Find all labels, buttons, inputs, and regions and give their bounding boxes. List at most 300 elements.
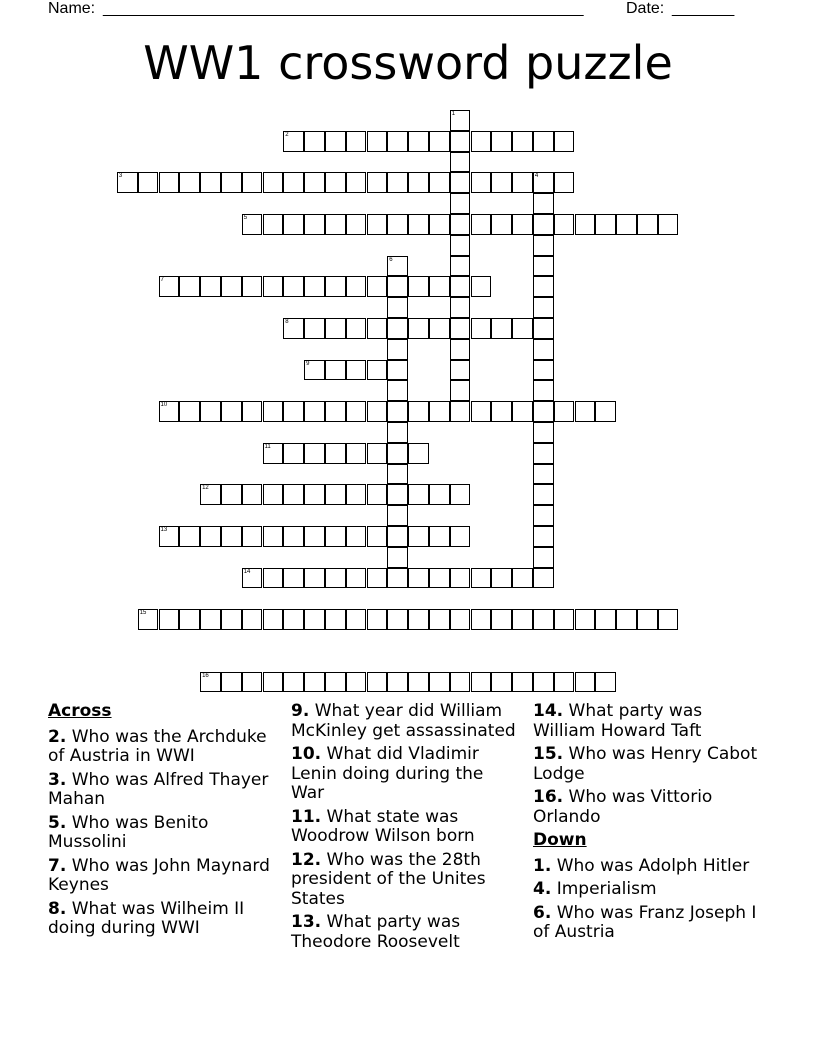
grid-cell[interactable] (471, 672, 492, 693)
grid-cell[interactable] (533, 318, 554, 339)
grid-cell[interactable] (595, 672, 616, 693)
grid-cell[interactable] (367, 568, 388, 589)
grid-cell[interactable] (200, 401, 221, 422)
grid-cell[interactable] (533, 256, 554, 277)
grid-cell[interactable] (450, 526, 471, 547)
grid-cell[interactable] (387, 422, 408, 443)
grid-cell[interactable] (221, 484, 242, 505)
across-heading: Across (48, 701, 112, 721)
grid-cell[interactable] (242, 214, 263, 235)
grid-cell[interactable] (450, 672, 471, 693)
grid-cell[interactable] (408, 131, 429, 152)
grid-cell[interactable] (408, 443, 429, 464)
grid-cell[interactable] (616, 214, 637, 235)
grid-cell[interactable] (408, 609, 429, 630)
clue-text: Who was Henry Cabot Lodge (533, 744, 758, 784)
grid-cell[interactable] (471, 276, 492, 297)
grid-cell[interactable] (408, 484, 429, 505)
grid-cell[interactable] (346, 214, 367, 235)
grid-cell[interactable] (367, 609, 388, 630)
grid-cell[interactable] (533, 672, 554, 693)
grid-cell[interactable] (304, 484, 325, 505)
grid-cell[interactable] (263, 672, 284, 693)
grid-cell[interactable] (283, 276, 304, 297)
clue-down-6 (533, 904, 768, 943)
grid-cell[interactable] (138, 172, 159, 193)
grid-cell[interactable] (429, 401, 450, 422)
grid-cell[interactable] (450, 172, 471, 193)
grid-cell[interactable] (346, 484, 367, 505)
grid-cell[interactable] (408, 276, 429, 297)
grid-cell[interactable] (263, 172, 284, 193)
grid-cell[interactable] (387, 443, 408, 464)
grid-cell[interactable] (304, 526, 325, 547)
grid-cell[interactable] (450, 297, 471, 318)
name-label: Name: (48, 0, 96, 17)
grid-cell[interactable] (346, 131, 367, 152)
grid-cell[interactable] (387, 318, 408, 339)
grid-cell[interactable] (491, 318, 512, 339)
grid-cell[interactable] (387, 547, 408, 568)
grid-cell[interactable] (450, 568, 471, 589)
grid-cell[interactable] (304, 401, 325, 422)
cell-number: 5 (243, 215, 248, 221)
grid-cell[interactable] (450, 276, 471, 297)
grid-cell[interactable] (325, 443, 346, 464)
grid-cell[interactable] (283, 443, 304, 464)
grid-cell[interactable] (533, 360, 554, 381)
grid-cell[interactable] (325, 276, 346, 297)
cell-number: 14 (243, 568, 251, 575)
grid-cell[interactable] (367, 318, 388, 339)
grid-cell[interactable] (533, 214, 554, 235)
grid-cell[interactable] (346, 318, 367, 339)
grid-cell[interactable] (325, 526, 346, 547)
grid-cell[interactable] (408, 401, 429, 422)
grid-cell[interactable] (387, 568, 408, 589)
grid-cell[interactable] (159, 276, 180, 297)
grid-cell[interactable] (283, 318, 304, 339)
grid-cell[interactable] (367, 672, 388, 693)
grid-cell[interactable] (325, 672, 346, 693)
grid-cell[interactable] (367, 443, 388, 464)
grid-cell[interactable] (346, 360, 367, 381)
grid-cell[interactable] (387, 339, 408, 360)
grid-cell[interactable] (408, 672, 429, 693)
clue-across-7 (48, 857, 276, 896)
grid-cell[interactable] (242, 276, 263, 297)
clue-text: Who was Benito Mussolini (48, 812, 209, 852)
cell-number: 6 (389, 256, 393, 263)
grid-cell[interactable] (658, 214, 679, 235)
grid-cell[interactable] (450, 380, 471, 401)
grid-cell[interactable] (450, 318, 471, 339)
name-field[interactable]: ______________________________________________________ (103, 0, 584, 17)
grid-cell[interactable] (304, 609, 325, 630)
grid-cell[interactable] (325, 609, 346, 630)
grid-cell[interactable] (367, 214, 388, 235)
grid-cell[interactable] (263, 568, 284, 589)
grid-cell[interactable] (429, 131, 450, 152)
grid-cell[interactable] (346, 568, 367, 589)
down-heading: Down (533, 830, 587, 850)
grid-cell[interactable] (200, 609, 221, 630)
grid-cell[interactable] (491, 568, 512, 589)
grid-cell[interactable] (533, 131, 554, 152)
grid-cell[interactable] (263, 526, 284, 547)
clue-text: What party was Theodore Roosevelt (291, 912, 461, 952)
clue-number: 7. (48, 855, 67, 876)
grid-cell[interactable] (408, 526, 429, 547)
grid-cell[interactable] (533, 568, 554, 589)
grid-cell[interactable] (200, 484, 221, 505)
grid-cell[interactable] (304, 672, 325, 693)
cell-number: 13 (160, 527, 168, 533)
grid-cell[interactable] (346, 172, 367, 193)
clue-number: 13. (291, 912, 322, 932)
grid-cell[interactable] (429, 672, 450, 693)
grid-cell[interactable] (346, 401, 367, 422)
grid-cell[interactable] (387, 172, 408, 193)
grid-cell[interactable] (491, 172, 512, 193)
clue-number: 2. (48, 726, 67, 747)
clue-across-13 (291, 913, 519, 952)
grid-cell[interactable] (595, 401, 616, 422)
grid-cell[interactable] (554, 172, 575, 193)
grid-cell[interactable] (325, 172, 346, 193)
grid-cell[interactable] (263, 276, 284, 297)
clue-text: Who was the 28th president of the Unites States (291, 849, 486, 909)
grid-cell[interactable] (387, 380, 408, 401)
grid-cell[interactable] (429, 214, 450, 235)
cell-number: 11 (264, 443, 271, 450)
grid-cell[interactable] (242, 609, 263, 630)
grid-cell[interactable] (242, 484, 263, 505)
clue-text: Who was Alfred Thayer Mahan (48, 769, 269, 809)
grid-cell[interactable] (533, 443, 554, 464)
grid-cell[interactable] (575, 214, 596, 235)
cell-number: 10 (160, 402, 168, 409)
grid-cell[interactable] (450, 256, 471, 277)
clue-number: 16. (533, 787, 564, 807)
grid-cell[interactable] (283, 401, 304, 422)
cell-number: 8 (285, 319, 289, 325)
grid-cell[interactable] (325, 484, 346, 505)
grid-cell[interactable] (554, 214, 575, 235)
grid-cell[interactable] (637, 609, 658, 630)
grid-cell[interactable] (242, 401, 263, 422)
grid-cell[interactable] (325, 360, 346, 381)
grid-cell[interactable] (450, 235, 471, 256)
grid-cell[interactable] (346, 609, 367, 630)
grid-cell[interactable] (159, 609, 180, 630)
grid-cell[interactable] (471, 131, 492, 152)
grid-cell[interactable] (179, 401, 200, 422)
grid-cell[interactable] (283, 609, 304, 630)
grid-cell[interactable] (554, 131, 575, 152)
grid-cell[interactable] (346, 526, 367, 547)
grid-cell[interactable] (533, 297, 554, 318)
grid-cell[interactable] (387, 609, 408, 630)
grid-cell[interactable] (387, 464, 408, 485)
clue-down-4 (533, 880, 768, 900)
clue-across-15 (533, 745, 768, 784)
grid-cell[interactable] (533, 547, 554, 568)
grid-cell[interactable] (242, 568, 263, 589)
grid-cell[interactable] (283, 526, 304, 547)
grid-cell[interactable] (491, 214, 512, 235)
cell-number: 1 (451, 111, 456, 117)
grid-cell[interactable] (387, 526, 408, 547)
grid-cell[interactable] (471, 318, 492, 339)
grid-cell[interactable] (450, 609, 471, 630)
grid-cell[interactable] (221, 401, 242, 422)
grid-cell[interactable] (387, 276, 408, 297)
grid-cell[interactable] (512, 672, 533, 693)
grid-cell[interactable] (263, 214, 284, 235)
grid-cell[interactable] (429, 276, 450, 297)
grid-cell[interactable] (491, 131, 512, 152)
grid-cell[interactable] (367, 131, 388, 152)
grid-cell[interactable] (304, 172, 325, 193)
grid-cell[interactable] (533, 464, 554, 485)
grid-cell[interactable] (367, 276, 388, 297)
grid-cell[interactable] (387, 401, 408, 422)
grid-cell[interactable] (221, 526, 242, 547)
clue-number: 1. (533, 855, 552, 876)
grid-cell[interactable] (533, 172, 554, 193)
grid-cell[interactable] (387, 505, 408, 526)
grid-cell[interactable] (450, 339, 471, 360)
grid-cell[interactable] (512, 568, 533, 589)
grid-cell[interactable] (200, 172, 221, 193)
grid-cell[interactable] (200, 526, 221, 547)
grid-cell[interactable] (429, 526, 450, 547)
grid-cell[interactable] (138, 609, 159, 630)
grid-cell[interactable] (533, 401, 554, 422)
grid-cell[interactable] (512, 131, 533, 152)
cell-number: 2 (285, 131, 289, 138)
grid-cell[interactable] (491, 401, 512, 422)
grid-cell[interactable] (491, 672, 512, 693)
grid-cell[interactable] (325, 318, 346, 339)
clue-across-5 (48, 814, 276, 853)
grid-cell[interactable] (512, 214, 533, 235)
grid-cell[interactable] (575, 672, 596, 693)
grid-cell[interactable] (471, 172, 492, 193)
grid-cell[interactable] (512, 172, 533, 193)
grid-cell[interactable] (346, 672, 367, 693)
grid-cell[interactable] (512, 318, 533, 339)
grid-cell[interactable] (575, 401, 596, 422)
grid-cell[interactable] (595, 609, 616, 630)
grid-cell[interactable] (221, 172, 242, 193)
grid-cell[interactable] (283, 484, 304, 505)
grid-cell[interactable] (533, 380, 554, 401)
grid-cell[interactable] (263, 401, 284, 422)
grid-cell[interactable] (159, 401, 180, 422)
grid-cell[interactable] (117, 172, 138, 193)
cell-number: 12 (202, 485, 209, 492)
grid-cell[interactable] (408, 568, 429, 589)
grid-cell[interactable] (325, 131, 346, 152)
grid-cell[interactable] (304, 318, 325, 339)
grid-cell[interactable] (263, 609, 284, 630)
grid-cell[interactable] (304, 443, 325, 464)
clue-text: What state was Woodrow Wilson born (291, 806, 475, 846)
grid-cell[interactable] (471, 214, 492, 235)
clue-across-10 (291, 745, 519, 804)
clue-across-3 (48, 771, 276, 810)
clue-text: Who was Vittorio Orlando (533, 787, 713, 827)
grid-cell[interactable] (450, 110, 471, 131)
grid-cell[interactable] (554, 609, 575, 630)
grid-cell[interactable] (533, 339, 554, 360)
cell-number: 4 (534, 173, 539, 180)
grid-cell[interactable] (595, 214, 616, 235)
grid-cell[interactable] (512, 609, 533, 630)
grid-cell[interactable] (471, 401, 492, 422)
grid-cell[interactable] (346, 276, 367, 297)
clue-across-12 (291, 851, 519, 910)
grid-cell[interactable] (429, 318, 450, 339)
clue-text: What party was William Howard Taft (533, 701, 703, 741)
grid-cell[interactable] (221, 276, 242, 297)
clue-down-1 (533, 857, 768, 877)
clue-text: Imperialism (556, 879, 657, 899)
clue-number: 6. (533, 902, 552, 923)
grid-cell[interactable] (200, 276, 221, 297)
clue-number: 10. (291, 744, 322, 764)
cell-number: 16 (202, 672, 209, 679)
grid-cell[interactable] (429, 568, 450, 589)
clue-text: Who was John Maynard Keynes (48, 855, 270, 895)
grid-cell[interactable] (554, 401, 575, 422)
grid-cell[interactable] (179, 276, 200, 297)
grid-cell[interactable] (325, 401, 346, 422)
clue-number: 11. (291, 806, 322, 827)
grid-cell[interactable] (179, 172, 200, 193)
grid-cell[interactable] (283, 172, 304, 193)
grid-cell[interactable] (179, 609, 200, 630)
grid-cell[interactable] (159, 172, 180, 193)
grid-cell[interactable] (179, 526, 200, 547)
grid-cell[interactable] (429, 172, 450, 193)
cell-number: 3 (118, 173, 123, 180)
grid-cell[interactable] (304, 360, 325, 381)
grid-cell[interactable] (554, 672, 575, 693)
grid-cell[interactable] (450, 214, 471, 235)
clue-across-2 (48, 728, 276, 767)
grid-cell[interactable] (221, 672, 242, 693)
grid-cell[interactable] (387, 214, 408, 235)
grid-cell[interactable] (533, 193, 554, 214)
clue-number: 15. (533, 744, 564, 764)
grid-cell[interactable] (533, 235, 554, 256)
grid-cell[interactable] (367, 484, 388, 505)
grid-cell[interactable] (512, 401, 533, 422)
grid-cell[interactable] (304, 568, 325, 589)
grid-cell[interactable] (450, 360, 471, 381)
grid-cell[interactable] (159, 526, 180, 547)
grid-cell[interactable] (429, 484, 450, 505)
grid-cell[interactable] (471, 568, 492, 589)
grid-cell[interactable] (387, 360, 408, 381)
grid-cell[interactable] (325, 568, 346, 589)
grid-cell[interactable] (533, 609, 554, 630)
grid-cell[interactable] (658, 609, 679, 630)
clue-number: 9. (291, 701, 310, 721)
grid-cell[interactable] (263, 443, 284, 464)
grid-cell[interactable] (616, 609, 637, 630)
grid-cell[interactable] (533, 484, 554, 505)
grid-cell[interactable] (450, 131, 471, 152)
grid-cell[interactable] (575, 609, 596, 630)
grid-cell[interactable] (367, 360, 388, 381)
grid-cell[interactable] (429, 609, 450, 630)
grid-cell[interactable] (387, 131, 408, 152)
clue-number: 12. (291, 849, 322, 870)
date-field[interactable]: _______ (672, 0, 735, 17)
grid-cell[interactable] (408, 214, 429, 235)
grid-cell[interactable] (533, 505, 554, 526)
grid-cell[interactable] (408, 172, 429, 193)
clue-number: 3. (48, 769, 67, 790)
grid-cell[interactable] (242, 672, 263, 693)
grid-cell[interactable] (221, 609, 242, 630)
grid-cell[interactable] (450, 152, 471, 173)
grid-cell[interactable] (346, 443, 367, 464)
grid-cell[interactable] (471, 609, 492, 630)
grid-cell[interactable] (367, 172, 388, 193)
grid-cell[interactable] (450, 401, 471, 422)
grid-cell[interactable] (304, 276, 325, 297)
grid-cell[interactable] (491, 609, 512, 630)
cell-number: 15 (139, 610, 147, 617)
grid-cell[interactable] (367, 401, 388, 422)
clue-across-14 (533, 702, 768, 741)
clue-number: 14. (533, 701, 564, 721)
grid-cell[interactable] (387, 256, 408, 277)
grid-cell[interactable] (200, 672, 221, 693)
grid-cell[interactable] (263, 484, 284, 505)
puzzle-title: WW1 crossword puzzle (143, 36, 673, 90)
grid-cell[interactable] (408, 318, 429, 339)
grid-cell[interactable] (387, 484, 408, 505)
grid-cell[interactable] (283, 131, 304, 152)
grid-cell[interactable] (533, 422, 554, 443)
grid-cell[interactable] (325, 214, 346, 235)
grid-cell[interactable] (367, 526, 388, 547)
grid-cell[interactable] (242, 526, 263, 547)
grid-cell[interactable] (283, 214, 304, 235)
grid-cell[interactable] (387, 672, 408, 693)
grid-cell[interactable] (387, 297, 408, 318)
grid-cell[interactable] (304, 131, 325, 152)
grid-cell[interactable] (533, 276, 554, 297)
clue-text: What year did William McKinley get assassinated (291, 701, 516, 741)
grid-cell[interactable] (450, 484, 471, 505)
grid-cell[interactable] (283, 568, 304, 589)
grid-cell[interactable] (283, 672, 304, 693)
grid-cell[interactable] (533, 526, 554, 547)
grid-cell[interactable] (242, 172, 263, 193)
clue-across-16 (533, 788, 768, 827)
clues-column-1 (48, 702, 276, 943)
grid-cell[interactable] (304, 214, 325, 235)
grid-cell[interactable] (450, 193, 471, 214)
grid-cell[interactable] (637, 214, 658, 235)
